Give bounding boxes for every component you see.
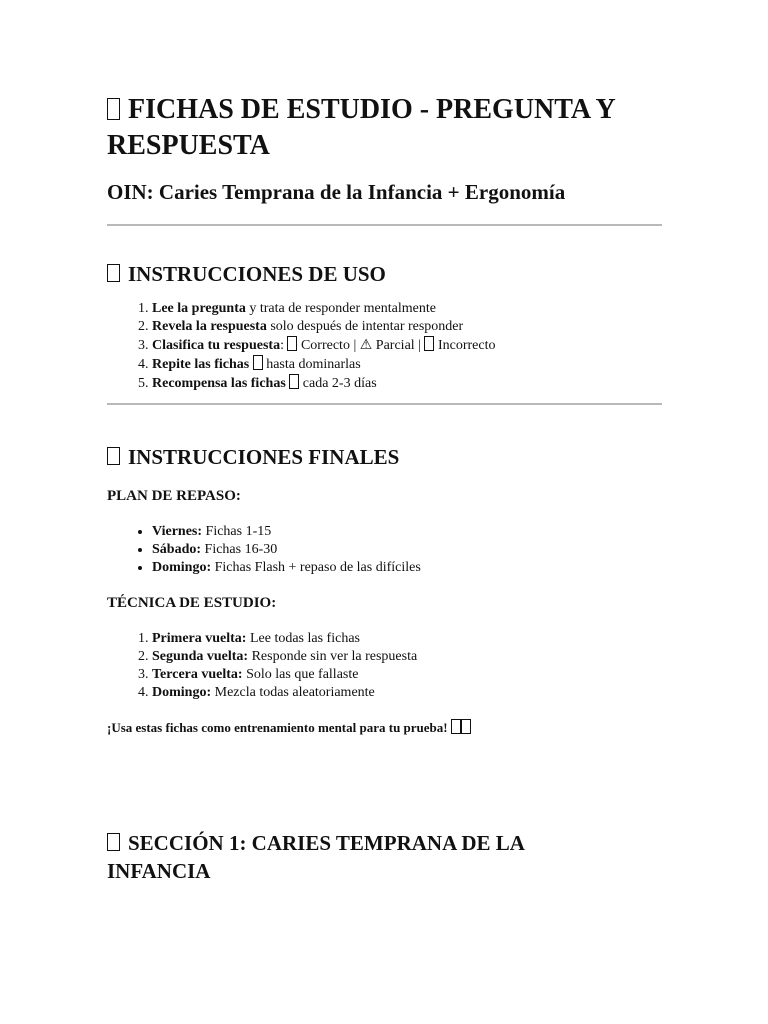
page-title-text: FICHAS DE ESTUDIO - PREGUNTA Y RESPUESTA <box>107 94 615 161</box>
list-item: 4. Domingo: Mezcla todas aleatoriamente <box>152 684 667 702</box>
reward-icon <box>289 374 299 389</box>
document-content <box>107 92 667 885</box>
check-icon <box>287 336 297 351</box>
closing-note: ¡Usa estas fichas como entrenamiento mental para tu prueba! <box>107 719 667 737</box>
section-heading-seccion-1: SECCIÓN 1: CARIES TEMPRANA DE LA INFANCIA <box>107 831 524 883</box>
list-item: • Domingo: Fichas Flash + repaso de las difíciles <box>152 559 667 577</box>
cross-icon <box>424 336 434 351</box>
list-item: • Viernes: Fichas 1-15 <box>152 523 667 541</box>
list-item: • Sábado: Fichas 16-30 <box>152 541 667 559</box>
missing-glyph-icon <box>451 719 461 734</box>
plan-list <box>107 523 667 577</box>
plan-title: PLAN DE REPASO: <box>107 488 241 504</box>
list-item: 1. Primera vuelta: Lee todas las fichas <box>152 630 667 648</box>
list-item: 2. Revela la respuesta solo después de intentar responder <box>152 318 667 336</box>
list-item: 3. Tercera vuelta: Solo las que fallaste <box>152 666 667 684</box>
instructions-list <box>107 300 667 393</box>
page-title <box>107 92 667 164</box>
divider <box>107 224 662 226</box>
list-item: 3. Clasifica tu respuesta: Correcto | ⚠ Parcial | Incorrecto <box>152 336 667 355</box>
repeat-icon <box>253 355 263 370</box>
missing-glyph-icon <box>107 264 120 282</box>
divider <box>107 403 662 405</box>
missing-glyph-icon <box>107 98 120 120</box>
missing-glyph-icon <box>107 447 120 465</box>
missing-glyph-icon <box>107 833 120 851</box>
list-item: 4. Repite las fichas hasta dominarlas <box>152 355 667 374</box>
missing-glyph-icon <box>461 719 471 734</box>
list-item: 1. Lee la pregunta y trata de responder mentalmente <box>152 300 667 318</box>
section-heading-instrucciones-finales: INSTRUCCIONES FINALES <box>107 443 667 471</box>
list-item: 5. Recompensa las fichas cada 2-3 días <box>152 374 667 393</box>
page-subtitle: OIN: Caries Temprana de la Infancia + Ergonomía <box>107 180 566 204</box>
list-item: 2. Segunda vuelta: Responde sin ver la respuesta <box>152 648 667 666</box>
tecnica-list <box>107 630 667 702</box>
tecnica-title: TÉCNICA DE ESTUDIO: <box>107 595 277 611</box>
section-heading-instrucciones-uso: INSTRUCCIONES DE USO <box>107 260 667 288</box>
